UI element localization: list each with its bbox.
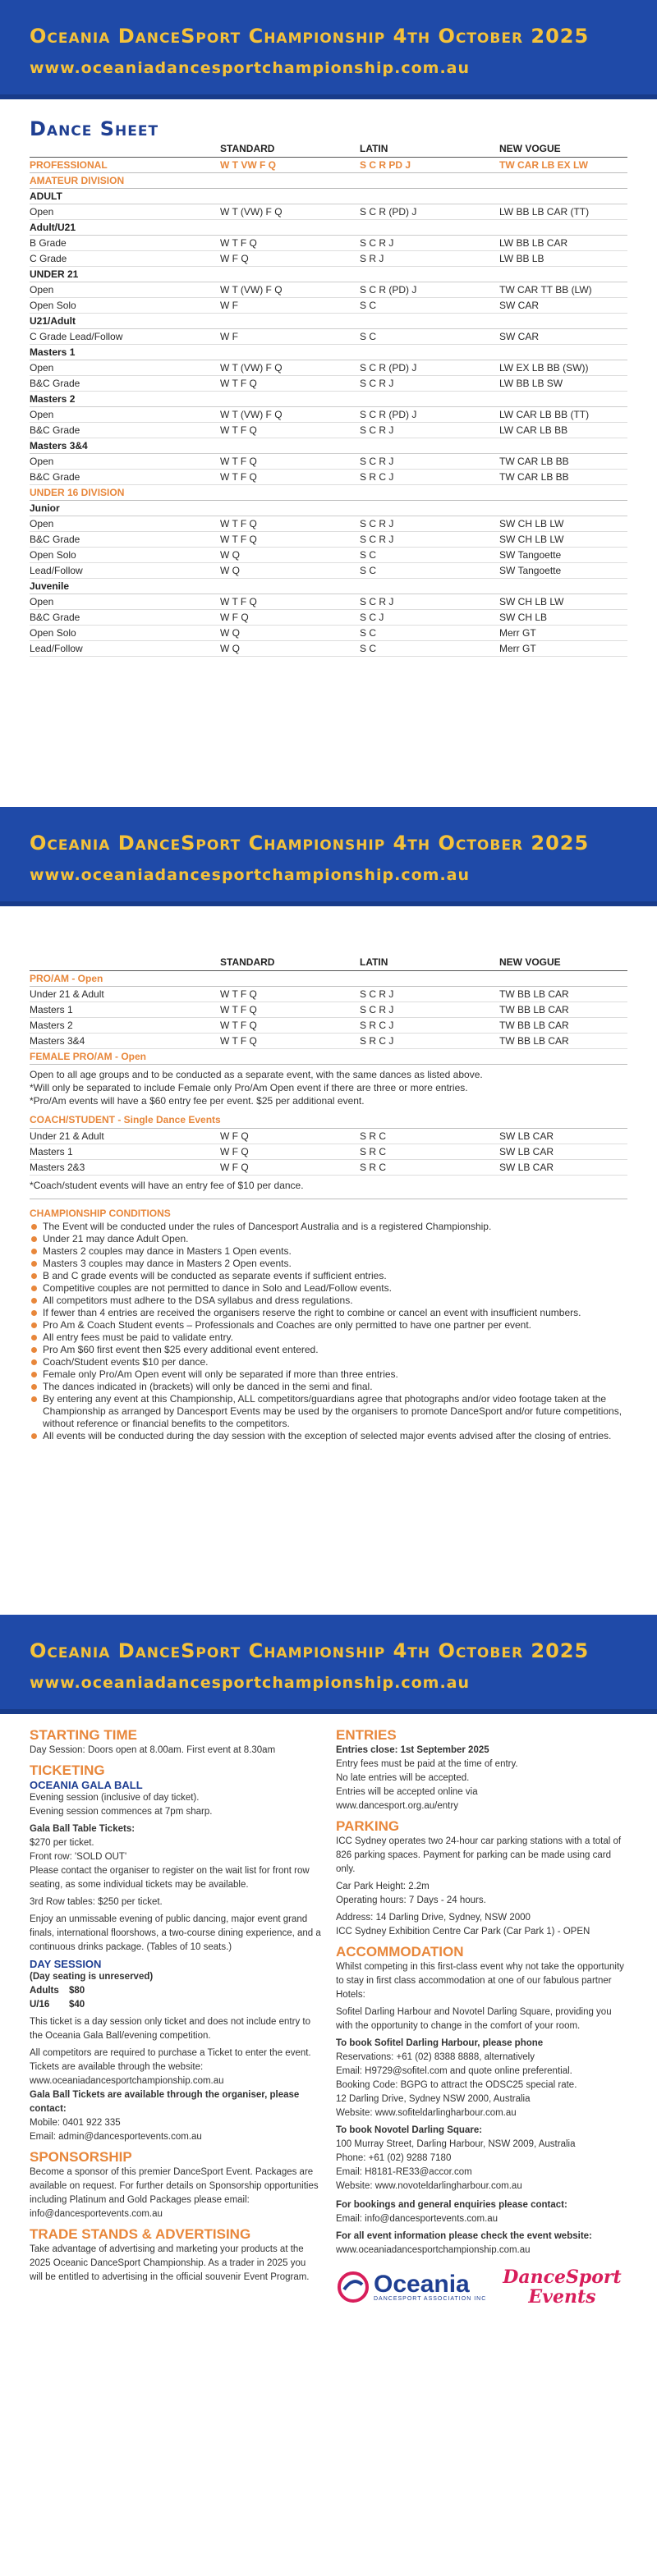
- row-label: UNDER 16 DIVISION: [30, 485, 627, 501]
- dance-sheet-heading: Dance Sheet: [30, 117, 159, 140]
- table-row: [30, 454, 627, 470]
- table-header: [30, 140, 627, 158]
- gala-title: OCEANIA GALA BALL: [30, 1779, 143, 1791]
- table-cell: W F Q: [220, 251, 360, 267]
- table-row: [30, 282, 627, 298]
- table-row: [30, 173, 627, 189]
- table-cell: SW LB CAR: [499, 1128, 627, 1144]
- table-cell: S C R (PD) J: [360, 360, 499, 376]
- sofitel-website[interactable]: Website: www.sofiteldarlingharbour.com.au: [336, 2108, 517, 2118]
- parking-carpark: ICC Sydney Exhibition Centre Car Park (Car Park 1) - OPEN: [336, 1927, 590, 1937]
- coach-table: [30, 1112, 627, 1176]
- hotels-line: Sofitel Darling Harbour and Novotel Darling Square, providing you with the opportunity to change in the comfort of your room.: [336, 2007, 612, 2031]
- condition-item: Pro Am & Coach Student events – Professionals and Coaches are only permitted to have one partner per event.: [30, 1319, 627, 1332]
- table-cell: W F Q: [220, 1144, 360, 1159]
- table-cell: S C R J: [360, 376, 499, 392]
- table-cell: TW CAR TT BB (LW): [499, 282, 627, 298]
- condition-item: The dances indicated in (brackets) will only be danced in the semi and final.: [30, 1381, 627, 1393]
- row-label: B&C Grade: [30, 470, 220, 485]
- table-row: [30, 594, 627, 610]
- dance-sheet-2: [0, 906, 657, 1615]
- table-cell: S C R J: [360, 236, 499, 251]
- table-cell: SW LB CAR: [499, 1144, 627, 1159]
- table-cell: S C R (PD) J: [360, 204, 499, 220]
- table-cell: W T F Q: [220, 376, 360, 392]
- entries-line: Entries will be accepted online via: [336, 1787, 478, 1797]
- condition-item: B and C grade events will be conducted as separate events if sufficient entries.: [30, 1270, 627, 1282]
- table-row: [30, 220, 627, 236]
- conditions: [30, 1208, 627, 1442]
- info-title: For all event information please check the event website:: [336, 2231, 592, 2241]
- bookings-title: For bookings and general enquiries please contact:: [336, 2200, 567, 2210]
- table-cell: W T F Q: [220, 987, 360, 1002]
- row-label: C Grade: [30, 251, 220, 267]
- row-label: Masters 1: [30, 345, 627, 360]
- price-value: $80: [69, 1986, 85, 1996]
- table-cell: S C R (PD) J: [360, 407, 499, 423]
- table-cell: LW BB LB: [499, 251, 627, 267]
- note-line: *Will only be separated to include Female only Pro/Am Open event if there are three or more entries.: [30, 1082, 468, 1093]
- table-cell: W T (VW) F Q: [220, 282, 360, 298]
- table-cell: W T (VW) F Q: [220, 204, 360, 220]
- table-cell: Merr GT: [499, 626, 627, 641]
- info-right-column: [336, 1727, 627, 2307]
- sofitel-reservations: Reservations: +61 (02) 8388 8888, alternatively: [336, 2052, 535, 2062]
- row-label: Open Solo: [30, 626, 220, 641]
- parking-hours: Operating hours: 7 Days - 24 hours.: [336, 1895, 486, 1905]
- row-label: Under 21 & Adult: [30, 1128, 220, 1144]
- banner-url[interactable]: www.oceaniadancesportchampionship.com.au: [30, 866, 471, 884]
- parking-text: ICC Sydney operates two 24-hour car parking stations with a total of 826 parking spaces. Payment for parking can be made using card only.: [336, 1836, 622, 1874]
- table-cell: W T F Q: [220, 1018, 360, 1034]
- trade-title: TRADE STANDS & ADVERTISING: [30, 2226, 251, 2242]
- col-header: [30, 140, 220, 158]
- logos: [336, 2267, 627, 2307]
- price-label: U/16: [30, 2000, 50, 2010]
- starting-time-text: Day Session: Doors open at 8.00am. First event at 8.30am: [30, 1745, 276, 1755]
- novotel-phone: Phone: +61 (02) 9288 7180: [336, 2153, 452, 2163]
- row-label: ADULT: [30, 189, 627, 204]
- ticketing-title: TICKETING: [30, 1762, 105, 1778]
- row-label: B&C Grade: [30, 376, 220, 392]
- row-label: Junior: [30, 501, 627, 516]
- row-label: UNDER 21: [30, 267, 627, 282]
- info-page: [0, 1714, 657, 2576]
- gala-line: Evening session commences at 7pm sharp.: [30, 1807, 213, 1817]
- table-row: [30, 392, 627, 407]
- table-cell: S R J: [360, 251, 499, 267]
- table-row: [30, 987, 627, 1002]
- row-label: Masters 1: [30, 1002, 220, 1018]
- table-cell: W F: [220, 298, 360, 314]
- condition-item: All competitors must adhere to the DSA syllabus and dress regulations.: [30, 1295, 627, 1307]
- table-cell: W Q: [220, 641, 360, 657]
- banner-title: Oceania DanceSport Championship 4th October 2025: [30, 832, 590, 855]
- sofitel-title: To book Sofitel Darling Harbour, please phone: [336, 2038, 544, 2048]
- table-row: [30, 501, 627, 516]
- row-label: Lead/Follow: [30, 563, 220, 579]
- dance-table: [30, 140, 627, 657]
- table-cell: W T F Q: [220, 454, 360, 470]
- coach-note: *Coach/student events will have an entry fee of $10 per dance.: [30, 1176, 627, 1199]
- front-row-note: Please contact the organiser to register on the wait list for front row seating, as some individual tickets may be available.: [30, 1866, 310, 1890]
- note-line: Open to all age groups and to be conducted as a separate event, with the same dances as listed above.: [30, 1069, 483, 1080]
- novotel-email[interactable]: Email: H8181-RE33@accor.com: [336, 2167, 472, 2177]
- table-row: [30, 1144, 627, 1159]
- table-row: [30, 548, 627, 563]
- proam-title: PRO/AM - Open: [30, 971, 627, 987]
- row-label: Open: [30, 454, 220, 470]
- logo-line: Events: [528, 2286, 596, 2308]
- table-cell: SW CH LB LW: [499, 516, 627, 532]
- info-website[interactable]: www.oceaniadancesportchampionship.com.au: [336, 2245, 531, 2255]
- table-cell: SW Tangoette: [499, 548, 627, 563]
- table-cell: W F: [220, 329, 360, 345]
- table-cell: W T F Q: [220, 470, 360, 485]
- row-label: Juvenile: [30, 579, 627, 594]
- female-proam-title: FEMALE PRO/AM - Open: [30, 1049, 627, 1065]
- row-label: B&C Grade: [30, 423, 220, 438]
- info-left-column: [30, 1727, 321, 2307]
- price-label: Adults: [30, 1986, 59, 1996]
- table-cell: W T F Q: [220, 1034, 360, 1049]
- day-session-title: DAY SESSION: [30, 1958, 102, 1970]
- sponsorship-text: Become a sponsor of this premier DanceSport Event. Packages are available on request. For further details on Sponsorship opportunities including Platinum and Gold Packages please email: info@dancesportevents.com.au: [30, 2167, 319, 2219]
- row-label: B Grade: [30, 236, 220, 251]
- gala-description: Enjoy an unmissable evening of public dancing, major event grand finals, international floorshows, a two-course dining experience, and a continuous drinks package. (Tables of 10 seats.): [30, 1914, 321, 1952]
- gala-purchase: Gala Ball Tickets are available through the organiser, please contact:: [30, 2090, 300, 2114]
- trade-text: Take advantage of advertising and marketing your products at the 2025 Oceanic DanceSport Championship. As a trader in 2025 you will be entitled to advertising in the official souvenir Event Program.: [30, 2244, 310, 2282]
- row-label: Masters 2&3: [30, 1159, 220, 1175]
- condition-item: Masters 3 couples may dance in Masters 2 Open events.: [30, 1258, 627, 1270]
- sofitel-email[interactable]: Email: H9729@sofitel.com and quote online preferential.: [336, 2066, 572, 2076]
- row-label: B&C Grade: [30, 610, 220, 626]
- table-cell: S C J: [360, 610, 499, 626]
- dancesport-events-logo: [503, 2267, 621, 2307]
- table-cell: SW CAR: [499, 298, 627, 314]
- table-cell: TW BB LB CAR: [499, 1018, 627, 1034]
- novotel-address: 100 Murray Street, Darling Harbour, NSW 2009, Australia: [336, 2139, 576, 2149]
- price-row: [30, 1998, 321, 2012]
- table-cell: S C R J: [360, 594, 499, 610]
- col-header: STANDARD: [220, 954, 360, 971]
- front-row: Front row: 'SOLD OUT': [30, 1852, 127, 1862]
- table-cell: S R C: [360, 1159, 499, 1175]
- row-label: Masters 2: [30, 392, 627, 407]
- bookings-email[interactable]: Email: info@dancesportevents.com.au: [336, 2214, 498, 2224]
- table-row: [30, 189, 627, 204]
- table-cell: W Q: [220, 563, 360, 579]
- condition-item: Competitive couples are not permitted to dance in Solo and Lead/Follow events.: [30, 1282, 627, 1295]
- table-row: [30, 610, 627, 626]
- entries-line: No late entries will be accepted.: [336, 1773, 470, 1783]
- banner-title: Oceania DanceSport Championship 4th October 2025: [30, 1639, 590, 1662]
- table-cell: TW CAR LB BB: [499, 470, 627, 485]
- table-row: [30, 1018, 627, 1034]
- col-header: NEW VOGUE: [499, 954, 627, 971]
- table-cell: S C R J: [360, 516, 499, 532]
- contact-email[interactable]: Email: admin@dancesportevents.com.au: [30, 2132, 202, 2142]
- table-cell: S C R J: [360, 454, 499, 470]
- row-label: B&C Grade: [30, 532, 220, 548]
- row-label: Open: [30, 204, 220, 220]
- row-label: Under 21 & Adult: [30, 987, 220, 1002]
- table-row: [30, 314, 627, 329]
- condition-item: All events will be conducted during the day session with the exception of selected major events advised after the closing of entries.: [30, 1430, 627, 1442]
- table-cell: TW BB LB CAR: [499, 987, 627, 1002]
- row-label: Open Solo: [30, 548, 220, 563]
- table-row: [30, 423, 627, 438]
- condition-item: Female only Pro/Am Open event will only be separated if more than three entries.: [30, 1368, 627, 1381]
- table-row: [30, 1128, 627, 1144]
- table-row: [30, 579, 627, 594]
- table-row: [30, 298, 627, 314]
- table-row: [30, 345, 627, 360]
- table-cell: W F Q: [220, 1128, 360, 1144]
- table-cell: S R C: [360, 1144, 499, 1159]
- table-row: [30, 438, 627, 454]
- note-line: *Pro/Am events will have a $60 entry fee per event. $25 per additional event.: [30, 1095, 365, 1107]
- table-cell: SW LB CAR: [499, 1159, 627, 1175]
- novotel-website[interactable]: Website: www.novoteldarlingharbour.com.au: [336, 2181, 522, 2191]
- table-cell: W Q: [220, 548, 360, 563]
- table-cell: S C: [360, 626, 499, 641]
- table-cell: S R C: [360, 1128, 499, 1144]
- col-header: LATIN: [360, 140, 499, 158]
- purchase-note: All competitors are required to purchase a Ticket to enter the event. Tickets are available through the website: www.oceaniadancesportchampionship.com.au: [30, 2048, 311, 2086]
- sofitel-code: Booking Code: BGPG to attract the ODSC25 special rate.: [336, 2080, 577, 2090]
- table-cell: W T F Q: [220, 1002, 360, 1018]
- table-cell: Merr GT: [499, 641, 627, 657]
- row-label: AMATEUR DIVISION: [30, 173, 627, 189]
- day-session-sub: (Day seating is unreserved): [30, 1972, 154, 1982]
- condition-item: By entering any event at this Championship, ALL competitors/guardians agree that photographs and/or video footage taken at the Championship as arranged by Dancesport Events may be used by the organisers to promote DanceSport and/or future competitions, without reference or financial benefits to the competitors.: [30, 1393, 627, 1430]
- table-cell: W T (VW) F Q: [220, 407, 360, 423]
- table-cell: LW CAR LB BB (TT): [499, 407, 627, 423]
- table-cell: S C R J: [360, 1002, 499, 1018]
- col-header: LATIN: [360, 954, 499, 971]
- table-cell: S C R J: [360, 987, 499, 1002]
- table-cell: W T VW F Q: [220, 158, 360, 173]
- row-label: PROFESSIONAL: [30, 158, 220, 173]
- table-cell: W F Q: [220, 1159, 360, 1175]
- table-cell: S C R (PD) J: [360, 282, 499, 298]
- table-row: [30, 158, 627, 173]
- col-header: NEW VOGUE: [499, 140, 627, 158]
- table-cell: SW CH LB LW: [499, 594, 627, 610]
- table-cell: TW BB LB CAR: [499, 1002, 627, 1018]
- table-cell: LW EX LB BB (SW)): [499, 360, 627, 376]
- table-cell: TW CAR LB EX LW: [499, 158, 627, 173]
- table-row: [30, 641, 627, 657]
- table-cell: S R C J: [360, 1034, 499, 1049]
- table-row: [30, 376, 627, 392]
- banner-url[interactable]: www.oceaniadancesportchampionship.com.au: [30, 59, 471, 77]
- condition-item: All entry fees must be paid to validate entry.: [30, 1332, 627, 1344]
- table-row: [30, 485, 627, 501]
- col-header: STANDARD: [220, 140, 360, 158]
- banner-url[interactable]: www.oceaniadancesportchampionship.com.au: [30, 1674, 471, 1692]
- table-row: [30, 204, 627, 220]
- logo-line: DanceSport: [503, 2267, 622, 2288]
- parking-title: PARKING: [336, 1818, 400, 1834]
- table-cell: W T F Q: [220, 423, 360, 438]
- table-header: [30, 954, 627, 971]
- row-label: Open Solo: [30, 298, 220, 314]
- table-cell: S C: [360, 641, 499, 657]
- row-label: Open: [30, 407, 220, 423]
- table-row: [30, 532, 627, 548]
- condition-item: Pro Am $60 first event then $25 every additional event entered.: [30, 1344, 627, 1356]
- table-row: [30, 626, 627, 641]
- table-cell: S R C J: [360, 470, 499, 485]
- banner-2: [0, 807, 657, 906]
- condition-item: If fewer than 4 entries are received the organisers reserve the right to combine or cancel an event with insufficient numbers.: [30, 1307, 627, 1319]
- row-label: Masters 2: [30, 1018, 220, 1034]
- table-price: $270 per ticket.: [30, 1838, 94, 1848]
- condition-item: Under 21 may dance Adult Open.: [30, 1233, 627, 1245]
- table-row: [30, 251, 627, 267]
- condition-item: Coach/Student events $10 per dance.: [30, 1356, 627, 1368]
- table-cell: W F Q: [220, 610, 360, 626]
- price-row: [30, 1984, 321, 1998]
- table-cell: TW BB LB CAR: [499, 1034, 627, 1049]
- novotel-title: To book Novotel Darling Square:: [336, 2125, 483, 2135]
- table-row: [30, 1159, 627, 1175]
- oceania-swirl-icon: [336, 2270, 370, 2304]
- sponsorship-title: SPONSORSHIP: [30, 2149, 132, 2165]
- table-cell: S C: [360, 548, 499, 563]
- table-cell: W T F Q: [220, 532, 360, 548]
- row-label: Open: [30, 516, 220, 532]
- row-label: Masters 3&4: [30, 438, 627, 454]
- table-cell: LW BB LB SW: [499, 376, 627, 392]
- table-row: [30, 516, 627, 532]
- day-note: This ticket is a day session only ticket and does not include entry to the Oceania Gala Ball/evening competition.: [30, 2017, 310, 2041]
- condition-item: Masters 2 couples may dance in Masters 1 Open events.: [30, 1245, 627, 1258]
- accommodation-intro: Whilst competing in this first-class event why not take the opportunity to stay in first class accommodation at one of our fabulous partner Hotels:: [336, 1962, 624, 2000]
- conditions-title: CHAMPIONSHIP CONDITIONS: [30, 1207, 171, 1219]
- table-row: [30, 267, 627, 282]
- condition-item: The Event will be conducted under the rules of Dancesport Australia and is a registered Championship.: [30, 1221, 627, 1233]
- row-label: Adult/U21: [30, 220, 627, 236]
- table-cell: S C: [360, 329, 499, 345]
- banner-title: Oceania DanceSport Championship 4th October 2025: [30, 25, 590, 48]
- entries-link[interactable]: www.dancesport.org.au/entry: [336, 1801, 458, 1811]
- table-cell: W T (VW) F Q: [220, 360, 360, 376]
- coach-title: COACH/STUDENT - Single Dance Events: [30, 1112, 627, 1128]
- oceania-word: Oceania: [374, 2270, 470, 2298]
- entries-title: ENTRIES: [336, 1727, 397, 1743]
- table-cell: TW CAR LB BB: [499, 454, 627, 470]
- entries-close: Entries close: 1st September 2025: [336, 1745, 489, 1755]
- table-cell: SW CH LB: [499, 610, 627, 626]
- banner-1: [0, 0, 657, 99]
- table-cell: W T F Q: [220, 594, 360, 610]
- table-row: [30, 563, 627, 579]
- price-value: $40: [69, 2000, 85, 2010]
- table-cell: S C: [360, 298, 499, 314]
- female-notes: [30, 1065, 627, 1112]
- table-row: [30, 236, 627, 251]
- table-cell: SW CH LB LW: [499, 532, 627, 548]
- oceania-logo: [336, 2270, 486, 2304]
- row-label: Lead/Follow: [30, 641, 220, 657]
- proam-table: [30, 954, 627, 1065]
- table-cell: LW BB LB CAR: [499, 236, 627, 251]
- table-cell: LW CAR LB BB: [499, 423, 627, 438]
- table-row: [30, 360, 627, 376]
- accommodation-title: ACCOMMODATION: [336, 1944, 464, 1960]
- row-label: Masters 3&4: [30, 1034, 220, 1049]
- table-cell: S C R J: [360, 532, 499, 548]
- col-header: [30, 954, 220, 971]
- entries-line: Entry fees must be paid at the time of entry.: [336, 1759, 518, 1769]
- table-cell: S C R J: [360, 423, 499, 438]
- parking-height: Car Park Height: 2.2m: [336, 1882, 430, 1891]
- table-cell: W Q: [220, 626, 360, 641]
- table-row: [30, 329, 627, 345]
- third-row: 3rd Row tables: $250 per ticket.: [30, 1897, 163, 1907]
- table-row: [30, 1034, 627, 1049]
- banner-3: [0, 1615, 657, 1714]
- sofitel-address: 12 Darling Drive, Sydney NSW 2000, Australia: [336, 2094, 531, 2104]
- contact-mobile: Mobile: 0401 922 335: [30, 2118, 121, 2128]
- table-cell: SW CAR: [499, 329, 627, 345]
- table-row: [30, 470, 627, 485]
- row-label: Open: [30, 594, 220, 610]
- row-label: U21/Adult: [30, 314, 627, 329]
- table-cell: S R C J: [360, 1018, 499, 1034]
- starting-time-title: STARTING TIME: [30, 1727, 137, 1743]
- table-cell: W T F Q: [220, 236, 360, 251]
- table-cell: SW Tangoette: [499, 563, 627, 579]
- parking-address: Address: 14 Darling Drive, Sydney, NSW 2000: [336, 1913, 531, 1923]
- table-row: [30, 407, 627, 423]
- table-cell: LW BB LB CAR (TT): [499, 204, 627, 220]
- row-label: Open: [30, 282, 220, 298]
- table-cell: W T F Q: [220, 516, 360, 532]
- table-tickets-title: Gala Ball Table Tickets:: [30, 1824, 136, 1834]
- row-label: C Grade Lead/Follow: [30, 329, 220, 345]
- table-cell: S C R PD J: [360, 158, 499, 173]
- table-cell: S C: [360, 563, 499, 579]
- row-label: Masters 1: [30, 1144, 220, 1159]
- gala-line: Evening session (inclusive of day ticket).: [30, 1793, 200, 1803]
- dance-sheet-1: [0, 99, 657, 807]
- row-label: Open: [30, 360, 220, 376]
- oceania-sub: DANCESPORT ASSOCIATION INC: [374, 2295, 487, 2302]
- table-row: [30, 1002, 627, 1018]
